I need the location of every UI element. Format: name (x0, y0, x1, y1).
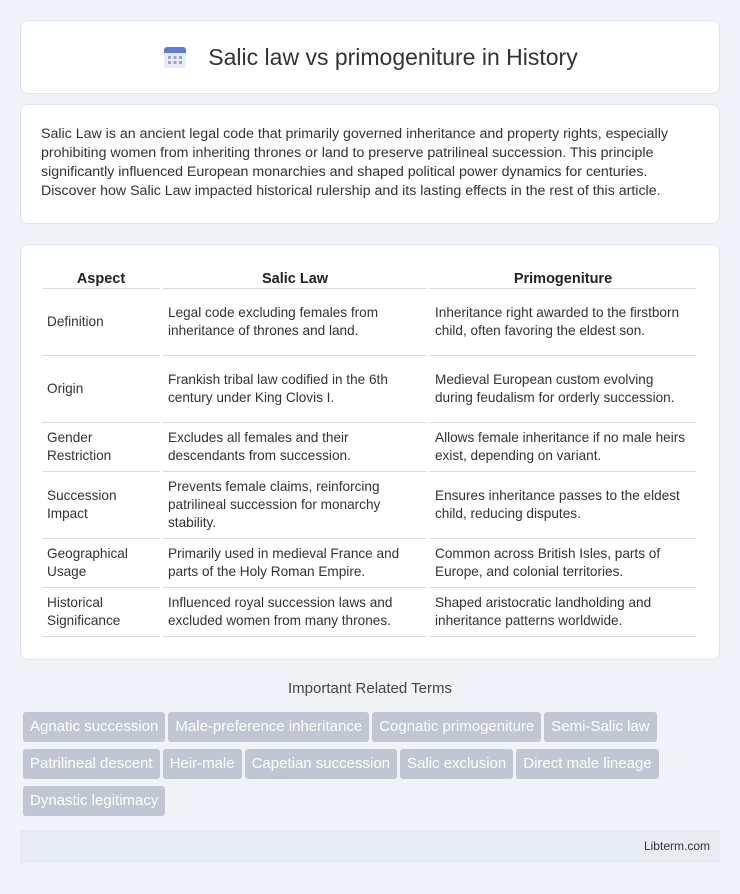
table-cell: Ensures inheritance passes to the eldest child, reducing disputes. (430, 472, 696, 539)
table-cell: Allows female inheritance if no male heirs exist, depending on variant. (430, 423, 696, 472)
tag-male-preference-inheritance[interactable]: Male-preference inheritance (168, 712, 369, 742)
table-header-row (42, 265, 696, 289)
related-terms-title: Important Related Terms (288, 680, 452, 697)
table-cell: Historical Significance (42, 588, 160, 637)
comparison-table (39, 265, 699, 637)
table-cell: Shaped aristocratic landholding and inheritance patterns worldwide. (430, 588, 696, 637)
column-header-salic-law: Salic Law (163, 265, 427, 289)
footer-site-link[interactable]: Libterm.com (643, 839, 710, 853)
table-row (42, 588, 696, 637)
tag-heir-male[interactable]: Heir-male (163, 749, 242, 779)
intro-text: Salic Law is an ancient legal code that primarily governed inheritance and property rights, especially prohibiting women from inheriting thrones or land to preserve patrilineal succession. This principle significantly influenced European monarchies and shaped political power dynamics for centuries. Discover how Salic Law impacted historical rulership and its lasting effects in the rest of this article. (41, 126, 668, 199)
table-cell: Excludes all females and their descendants from succession. (163, 423, 427, 472)
table-cell: Legal code excluding females from inheritance of thrones and land. (163, 289, 427, 356)
tag-direct-male-lineage[interactable]: Direct male lineage (516, 749, 658, 779)
table-cell: Inheritance right awarded to the firstborn child, often favoring the eldest son. (430, 289, 696, 356)
tag-dynastic-legitimacy[interactable]: Dynastic legitimacy (23, 786, 165, 816)
table-cell: Influenced royal succession laws and excluded women from many thrones. (163, 588, 427, 637)
table-row (42, 289, 696, 356)
table-row (42, 472, 696, 539)
comparison-table-card (20, 244, 720, 660)
table-cell: Primarily used in medieval France and parts of the Holy Roman Empire. (163, 539, 427, 588)
footer (20, 830, 720, 863)
related-terms-tags (23, 712, 723, 823)
tag-patrilineal-descent[interactable]: Patrilineal descent (23, 749, 160, 779)
table-cell: Succession Impact (42, 472, 160, 539)
table-row (42, 356, 696, 423)
tag-agnatic-succession[interactable]: Agnatic succession (23, 712, 165, 742)
header-card (20, 20, 720, 94)
tag-cognatic-primogeniture[interactable]: Cognatic primogeniture (372, 712, 541, 742)
table-cell: Gender Restriction (42, 423, 160, 472)
tag-capetian-succession[interactable]: Capetian succession (245, 749, 397, 779)
table-cell: Prevents female claims, reinforcing patrilineal succession for monarchy stability. (163, 472, 427, 539)
table-cell: Frankish tribal law codified in the 6th century under King Clovis I. (163, 356, 427, 423)
page-title: Salic law vs primogeniture in History (208, 43, 578, 70)
table-row (42, 423, 696, 472)
table-cell: Definition (42, 289, 160, 356)
table-cell: Origin (42, 356, 160, 423)
intro-card (20, 104, 720, 224)
calendar-icon (162, 44, 188, 70)
table-cell: Geographical Usage (42, 539, 160, 588)
tag-semi-salic-law[interactable]: Semi-Salic law (544, 712, 656, 742)
column-header-aspect: Aspect (42, 265, 160, 289)
table-cell: Medieval European custom evolving during feudalism for orderly succession. (430, 356, 696, 423)
table-row (42, 539, 696, 588)
tag-salic-exclusion[interactable]: Salic exclusion (400, 749, 513, 779)
column-header-primogeniture: Primogeniture (430, 265, 696, 289)
table-cell: Common across British Isles, parts of Europe, and colonial territories. (430, 539, 696, 588)
